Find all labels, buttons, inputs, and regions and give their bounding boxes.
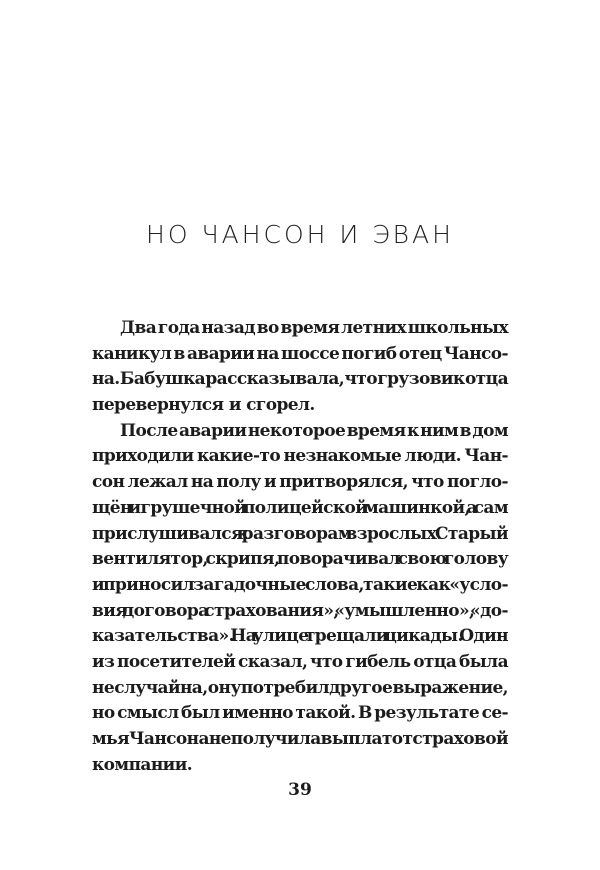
body-text — [92, 316, 508, 778]
text-line: не случайна, он употребил другое выражение, — [92, 677, 508, 698]
text-line: прислушивался к разговорам взрослых. Старый — [92, 523, 508, 544]
text-line: вентилятор, скрипя, поворачивал свою голову — [92, 549, 508, 570]
text-line: приходили какие-то незнакомые люди. Чан- — [92, 446, 508, 467]
chapter-title: НО ЧАНСОН И ЭВАН — [146, 220, 454, 249]
text-line: и приносил загадочные слова, такие как «усло- — [92, 574, 508, 595]
text-line: компании. — [92, 754, 193, 775]
text-line: но смысл был именно такой. В результате се- — [92, 703, 508, 724]
text-line: Два года назад во время летних школьных — [120, 318, 508, 338]
text-line: перевернулся и сгорел. — [92, 395, 315, 416]
page-number: 39 — [288, 780, 312, 800]
text-line: каникул в аварии на шоссе погиб отец Чансо- — [92, 343, 508, 364]
text-line: вия договора страхования», «умышленно», «до- — [92, 600, 508, 621]
text-line: на. Бабушка рассказывала, что грузовик отца — [92, 369, 508, 390]
text-line: из посетителей сказал, что гибель отца была — [92, 651, 508, 672]
text-line: казательства». На улице трещали цикады. Один — [92, 626, 508, 647]
text-line: сон лежал на полу и притворялся, что погло- — [92, 472, 508, 493]
text-line: мья Чансона не получила выплат от страховой — [92, 729, 508, 749]
paragraph — [92, 419, 508, 779]
text-line: После аварии некоторое время к ним в дом — [120, 420, 508, 441]
text-line: щён игрушечной полицейской машинкой, а сам — [92, 497, 508, 518]
paragraph — [92, 316, 508, 419]
